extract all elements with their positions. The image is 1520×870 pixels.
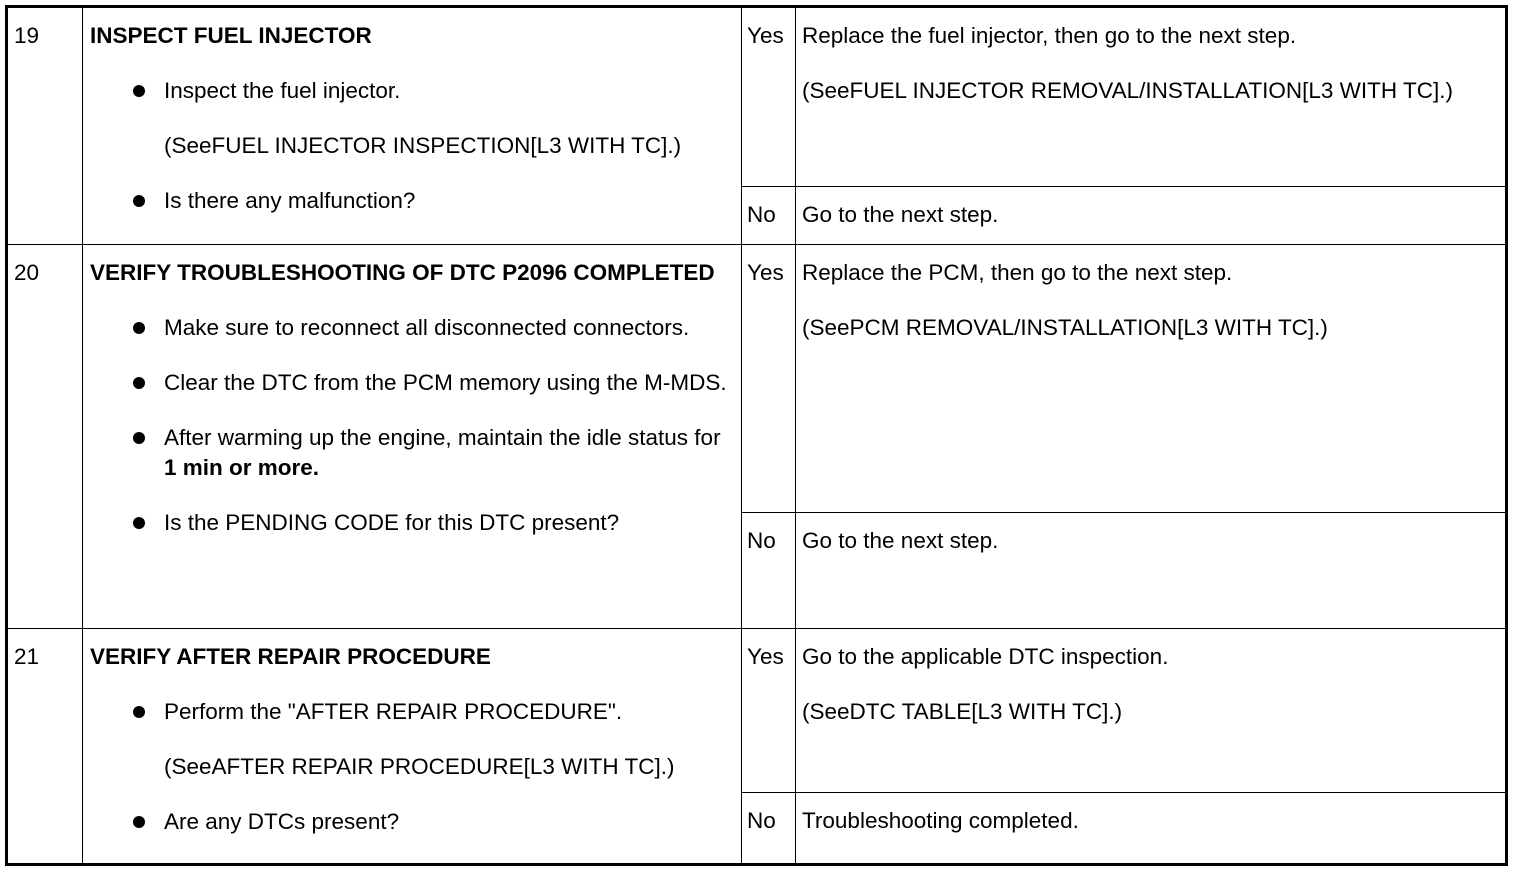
result-text: Replace the fuel injector, then go to the next step. — [802, 23, 1297, 48]
yes-label: Yes — [742, 7, 796, 187]
yes-label: Yes — [742, 629, 796, 793]
check-item — [90, 186, 733, 216]
step-title: INSPECT FUEL INJECTOR — [90, 23, 372, 48]
result-text: Replace the PCM, then go to the next step. — [802, 260, 1233, 285]
bullet-icon — [133, 517, 145, 529]
no-label: No — [742, 187, 796, 245]
check-text: Clear the DTC from the PCM memory using the M-MDS. — [164, 370, 727, 395]
check-list — [90, 697, 733, 837]
bullet-icon — [133, 432, 145, 444]
yes-result — [796, 7, 1507, 187]
no-label: No — [742, 513, 796, 629]
check-item — [90, 807, 733, 837]
check-text: Is the PENDING CODE for this DTC present? — [164, 510, 620, 535]
bullet-icon — [133, 85, 145, 97]
check-item — [90, 423, 733, 483]
no-result: Go to the next step. — [796, 187, 1507, 245]
step-action — [83, 629, 742, 865]
step-number: 20 — [7, 245, 83, 629]
check-item — [90, 697, 733, 782]
bullet-icon — [133, 816, 145, 828]
step-row — [7, 629, 1507, 793]
reference-link[interactable]: (SeeDTC TABLE[L3 WITH TC].) — [802, 699, 1123, 724]
step-row — [7, 7, 1507, 187]
reference-link[interactable]: (SeePCM REMOVAL/INSTALLATION[L3 WITH TC].) — [802, 315, 1328, 340]
step-action — [83, 245, 742, 629]
reference-link[interactable]: (SeeFUEL INJECTOR REMOVAL/INSTALLATION[L3 WITH TC].) — [802, 78, 1453, 103]
bullet-icon — [133, 706, 145, 718]
step-number: 19 — [7, 7, 83, 245]
yes-result — [796, 629, 1507, 793]
reference-link[interactable]: (SeeAFTER REPAIR PROCEDURE[L3 WITH TC].) — [164, 754, 675, 779]
check-list — [90, 76, 733, 216]
no-label: No — [742, 793, 796, 865]
step-number: 21 — [7, 629, 83, 865]
check-emphasis: 1 min or more. — [164, 455, 320, 480]
no-result: Go to the next step. — [796, 513, 1507, 629]
step-action — [83, 7, 742, 245]
bullet-icon — [133, 377, 145, 389]
step-title: VERIFY AFTER REPAIR PROCEDURE — [90, 644, 491, 669]
check-item — [90, 76, 733, 161]
no-result: Troubleshooting completed. — [796, 793, 1507, 865]
check-text: Inspect the fuel injector. — [164, 78, 401, 103]
troubleshooting-table — [5, 5, 1508, 866]
bullet-icon — [133, 322, 145, 334]
bullet-icon — [133, 195, 145, 207]
check-item — [90, 508, 733, 538]
check-text: Make sure to reconnect all disconnected connectors. — [164, 315, 690, 340]
yes-label: Yes — [742, 245, 796, 513]
check-text: Is there any malfunction? — [164, 188, 416, 213]
step-row — [7, 245, 1507, 513]
check-list — [90, 313, 733, 538]
check-text: After warming up the engine, maintain the idle status for — [164, 425, 721, 450]
check-item — [90, 368, 733, 398]
result-text: Go to the applicable DTC inspection. — [802, 644, 1169, 669]
yes-result — [796, 245, 1507, 513]
check-text: Are any DTCs present? — [164, 809, 400, 834]
reference-link[interactable]: (SeeFUEL INJECTOR INSPECTION[L3 WITH TC].) — [164, 133, 682, 158]
check-item — [90, 313, 733, 343]
step-title: VERIFY TROUBLESHOOTING OF DTC P2096 COMPLETED — [90, 260, 715, 285]
check-text: Perform the "AFTER REPAIR PROCEDURE". — [164, 699, 623, 724]
